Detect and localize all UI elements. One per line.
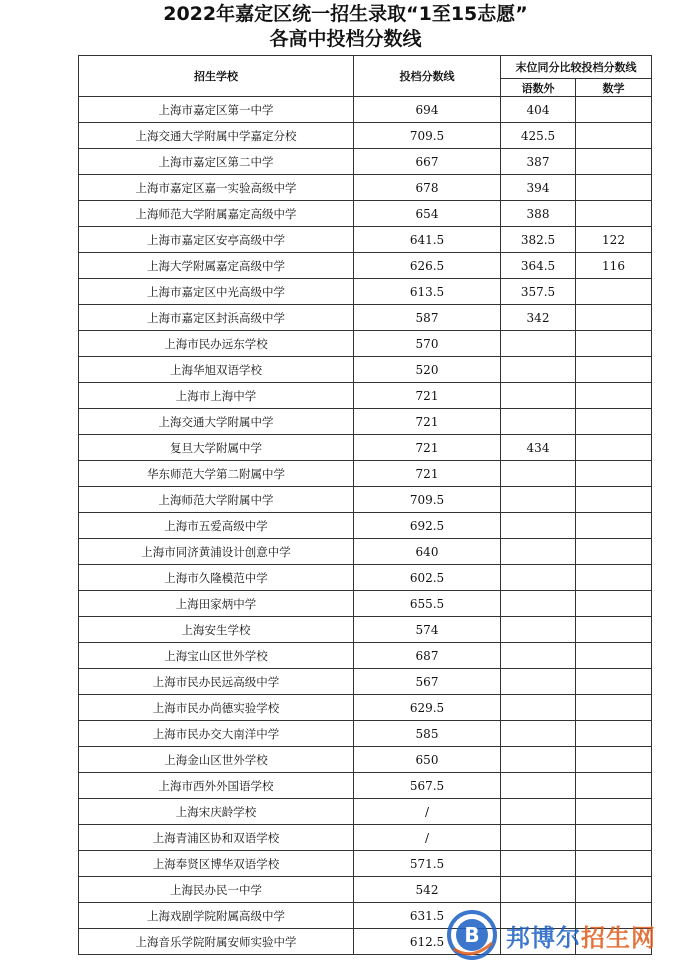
table-row	[79, 513, 652, 539]
score-cell: 612.5	[354, 929, 501, 955]
score-cell: 629.5	[354, 695, 501, 721]
school-cell: 上海市同济黄浦设计创意中学	[79, 539, 354, 565]
score-cell: 626.5	[354, 253, 501, 279]
math-cell	[576, 825, 652, 851]
score-cell: 709.5	[354, 123, 501, 149]
school-cell: 上海市嘉定区安亭高级中学	[79, 227, 354, 253]
ysw-cell	[501, 331, 576, 357]
ysw-cell	[501, 513, 576, 539]
table-row	[79, 409, 652, 435]
table-row	[79, 305, 652, 331]
math-cell: 116	[576, 253, 652, 279]
score-cell: 694	[354, 97, 501, 123]
math-cell	[576, 617, 652, 643]
ysw-cell	[501, 487, 576, 513]
school-cell: 上海市嘉定区嘉一实验高级中学	[79, 175, 354, 201]
score-cell: /	[354, 825, 501, 851]
math-cell	[576, 279, 652, 305]
ysw-cell	[501, 851, 576, 877]
math-cell	[576, 123, 652, 149]
table-row	[79, 253, 652, 279]
table-row	[79, 825, 652, 851]
math-cell	[576, 513, 652, 539]
ysw-cell	[501, 643, 576, 669]
table-body	[79, 97, 652, 955]
school-cell: 上海金山区世外学校	[79, 747, 354, 773]
school-cell: 上海市嘉定区第一中学	[79, 97, 354, 123]
table-row	[79, 435, 652, 461]
math-cell	[576, 747, 652, 773]
ysw-cell: 388	[501, 201, 576, 227]
score-cell: 687	[354, 643, 501, 669]
school-cell: 上海民办民一中学	[79, 877, 354, 903]
table-row	[79, 175, 652, 201]
school-cell: 上海市五爱高级中学	[79, 513, 354, 539]
header-math: 数学	[576, 79, 652, 97]
brand-logo-icon	[446, 909, 498, 961]
ysw-cell	[501, 721, 576, 747]
math-cell	[576, 331, 652, 357]
math-cell	[576, 305, 652, 331]
score-cell: 587	[354, 305, 501, 331]
score-cell: /	[354, 799, 501, 825]
math-cell	[576, 851, 652, 877]
ysw-cell	[501, 539, 576, 565]
math-cell	[576, 877, 652, 903]
ysw-cell	[501, 825, 576, 851]
school-cell: 上海市民办尚德实验学校	[79, 695, 354, 721]
header-school: 招生学校	[79, 56, 354, 97]
ysw-cell	[501, 617, 576, 643]
table-row	[79, 591, 652, 617]
table-row	[79, 617, 652, 643]
score-cell: 570	[354, 331, 501, 357]
table-row	[79, 97, 652, 123]
school-cell: 上海市民办民远高级中学	[79, 669, 354, 695]
school-cell: 上海宝山区世外学校	[79, 643, 354, 669]
table-row	[79, 747, 652, 773]
school-cell: 上海安生学校	[79, 617, 354, 643]
table-row	[79, 279, 652, 305]
school-cell: 上海交通大学附属中学	[79, 409, 354, 435]
math-cell	[576, 201, 652, 227]
ysw-cell: 404	[501, 97, 576, 123]
table-row	[79, 721, 652, 747]
school-cell: 上海市嘉定区封浜高级中学	[79, 305, 354, 331]
math-cell	[576, 383, 652, 409]
score-cell: 641.5	[354, 227, 501, 253]
score-cell: 631.5	[354, 903, 501, 929]
document-title: 2022年嘉定区统一招生录取“1至15志愿”	[163, 3, 528, 25]
table-row	[79, 773, 652, 799]
score-cell: 520	[354, 357, 501, 383]
watermark	[446, 907, 686, 963]
score-cell: 574	[354, 617, 501, 643]
score-cell: 678	[354, 175, 501, 201]
ysw-cell	[501, 695, 576, 721]
school-cell: 上海市民办交大南洋中学	[79, 721, 354, 747]
ysw-cell: 357.5	[501, 279, 576, 305]
table-row	[79, 799, 652, 825]
ysw-cell: 382.5	[501, 227, 576, 253]
score-cell: 567.5	[354, 773, 501, 799]
math-cell	[576, 487, 652, 513]
score-cell: 571.5	[354, 851, 501, 877]
school-cell: 上海师范大学附属中学	[79, 487, 354, 513]
table-row	[79, 357, 652, 383]
math-cell	[576, 409, 652, 435]
score-cell: 721	[354, 409, 501, 435]
table-row	[79, 461, 652, 487]
ysw-cell	[501, 461, 576, 487]
school-cell: 上海华旭双语学校	[79, 357, 354, 383]
table-row	[79, 149, 652, 175]
score-cell: 602.5	[354, 565, 501, 591]
table-row	[79, 851, 652, 877]
score-cell: 721	[354, 383, 501, 409]
math-cell	[576, 435, 652, 461]
ysw-cell	[501, 799, 576, 825]
header-tiebreak: 末位同分比较投档分数线	[501, 56, 652, 79]
table-row	[79, 669, 652, 695]
table-row	[79, 201, 652, 227]
math-cell	[576, 565, 652, 591]
score-cell: 585	[354, 721, 501, 747]
ysw-cell	[501, 877, 576, 903]
table-row	[79, 643, 652, 669]
watermark-text	[506, 918, 656, 953]
ysw-cell: 387	[501, 149, 576, 175]
header-score: 投档分数线	[354, 56, 501, 97]
math-cell	[576, 773, 652, 799]
score-cell: 640	[354, 539, 501, 565]
math-cell	[576, 97, 652, 123]
score-cell: 654	[354, 201, 501, 227]
ysw-cell: 434	[501, 435, 576, 461]
score-cell: 650	[354, 747, 501, 773]
header-chinese-math-foreign: 语数外	[501, 79, 576, 97]
ysw-cell	[501, 669, 576, 695]
score-cell: 567	[354, 669, 501, 695]
school-cell: 上海宋庆龄学校	[79, 799, 354, 825]
table-row	[79, 565, 652, 591]
logo-letter: B	[464, 923, 480, 947]
math-cell	[576, 461, 652, 487]
score-cell: 692.5	[354, 513, 501, 539]
school-cell: 上海音乐学院附属安师实验中学	[79, 929, 354, 955]
school-cell: 上海田家炳中学	[79, 591, 354, 617]
school-cell: 上海戏剧学院附属高级中学	[79, 903, 354, 929]
school-cell: 上海交通大学附属中学嘉定分校	[79, 123, 354, 149]
school-cell: 上海市嘉定区第二中学	[79, 149, 354, 175]
math-cell	[576, 695, 652, 721]
ysw-cell: 364.5	[501, 253, 576, 279]
math-cell	[576, 149, 652, 175]
ysw-cell: 342	[501, 305, 576, 331]
table-row	[79, 877, 652, 903]
school-cell: 上海市嘉定区中光高级中学	[79, 279, 354, 305]
math-cell	[576, 669, 652, 695]
ysw-cell	[501, 591, 576, 617]
ysw-cell	[501, 409, 576, 435]
document-subtitle: 各高中投档分数线	[269, 28, 422, 50]
score-cell: 542	[354, 877, 501, 903]
math-cell	[576, 539, 652, 565]
math-cell	[576, 357, 652, 383]
math-cell	[576, 721, 652, 747]
table-row	[79, 123, 652, 149]
watermark-brand: 邦博尔	[506, 923, 581, 952]
score-cell: 613.5	[354, 279, 501, 305]
math-cell: 122	[576, 227, 652, 253]
school-cell: 复旦大学附属中学	[79, 435, 354, 461]
school-cell: 华东师范大学第二附属中学	[79, 461, 354, 487]
score-cell: 721	[354, 435, 501, 461]
ysw-cell: 425.5	[501, 123, 576, 149]
table-row	[79, 487, 652, 513]
ysw-cell: 394	[501, 175, 576, 201]
score-table	[78, 55, 652, 955]
ysw-cell	[501, 383, 576, 409]
school-cell: 上海大学附属嘉定高级中学	[79, 253, 354, 279]
math-cell	[576, 175, 652, 201]
table-row	[79, 331, 652, 357]
table-row	[79, 383, 652, 409]
table-row	[79, 227, 652, 253]
math-cell	[576, 591, 652, 617]
school-cell: 上海市西外外国语学校	[79, 773, 354, 799]
math-cell	[576, 799, 652, 825]
table-row	[79, 539, 652, 565]
school-cell: 上海市民办远东学校	[79, 331, 354, 357]
score-cell: 655.5	[354, 591, 501, 617]
school-cell: 上海市上海中学	[79, 383, 354, 409]
school-cell: 上海市久隆模范中学	[79, 565, 354, 591]
ysw-cell	[501, 773, 576, 799]
school-cell: 上海师范大学附属嘉定高级中学	[79, 201, 354, 227]
school-cell: 上海奉贤区博华双语学校	[79, 851, 354, 877]
ysw-cell	[501, 357, 576, 383]
watermark-accent: 招生网	[581, 923, 656, 952]
ysw-cell	[501, 565, 576, 591]
score-cell: 721	[354, 461, 501, 487]
table-row	[79, 695, 652, 721]
score-cell: 667	[354, 149, 501, 175]
math-cell	[576, 643, 652, 669]
ysw-cell	[501, 747, 576, 773]
school-cell: 上海青浦区协和双语学校	[79, 825, 354, 851]
score-cell: 709.5	[354, 487, 501, 513]
